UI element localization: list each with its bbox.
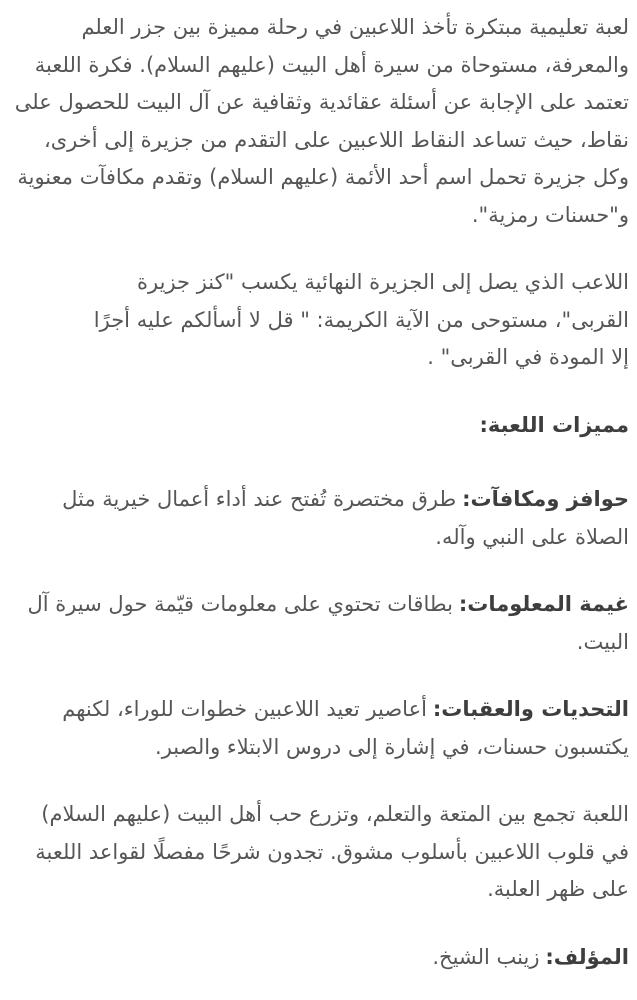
features-heading: مميزات اللعبة: <box>479 412 629 437</box>
feature-text: أعاصير تعيد اللاعبين خطوات للوراء، لكنهم يكتسبون حسنات، في إشارة إلى دروس الابتلاء والصبر. <box>62 697 629 759</box>
feature-text: بطاقات تحتوي على معلومات قيّمة حول سيرة آل البيت. <box>27 592 629 654</box>
author-line <box>8 939 629 977</box>
feature-item-info-cloud <box>8 586 629 661</box>
feature-label: غيمة المعلومات: <box>458 592 629 616</box>
intro-paragraph: لعبة تعليمية مبتكرة تأخذ اللاعبين في رحلة مميزة بين جزر العلم والمعرفة، مستوحاة من سيرة أهل البيت (عليهم السلام). فكرة اللعبة تعتمد على الإجابة عن أسئلة عقائدية وثقافية عن آل البيت للحصول على نقاط، حيث تساعد النقاط اللاعبين على التقدم من جزيرة إلى أخرى، وكل جزيرة تحمل اسم أحد الأئمة (عليهم السلام) وتقدم مكافآت معنوية و"حسنات رمزية". <box>14 15 629 227</box>
feature-label: التحديات والعقبات: <box>432 697 629 721</box>
author-label: المؤلف: <box>545 944 629 969</box>
author-name: زينب الشيخ. <box>432 944 540 969</box>
feature-label: حوافز ومكافآت: <box>462 487 629 511</box>
closing-paragraph: اللعبة تجمع بين المتعة والتعلم، وتزرع حب أهل البيت (عليهم السلام) في قلوب اللاعبين بأسلوب مشوق. تجدون شرحًا مفصلًا لقواعد اللعبة على ظهر العلبة. <box>35 802 629 901</box>
feature-text: طرق مختصرة تُفتح عند أداء أعمال خيرية مثل الصلاة على النبي وآله. <box>62 487 629 549</box>
feature-item-challenges <box>8 691 629 766</box>
feature-item-rewards <box>8 481 629 556</box>
quote-paragraph: اللاعب الذي يصل إلى الجزيرة النهائية يكسب "كنز جزيرة القربى"، مستوحى من الآية الكريمة: " قل لا أسألكم عليه أجرًا إلا المودة في القربى" . <box>93 270 629 369</box>
